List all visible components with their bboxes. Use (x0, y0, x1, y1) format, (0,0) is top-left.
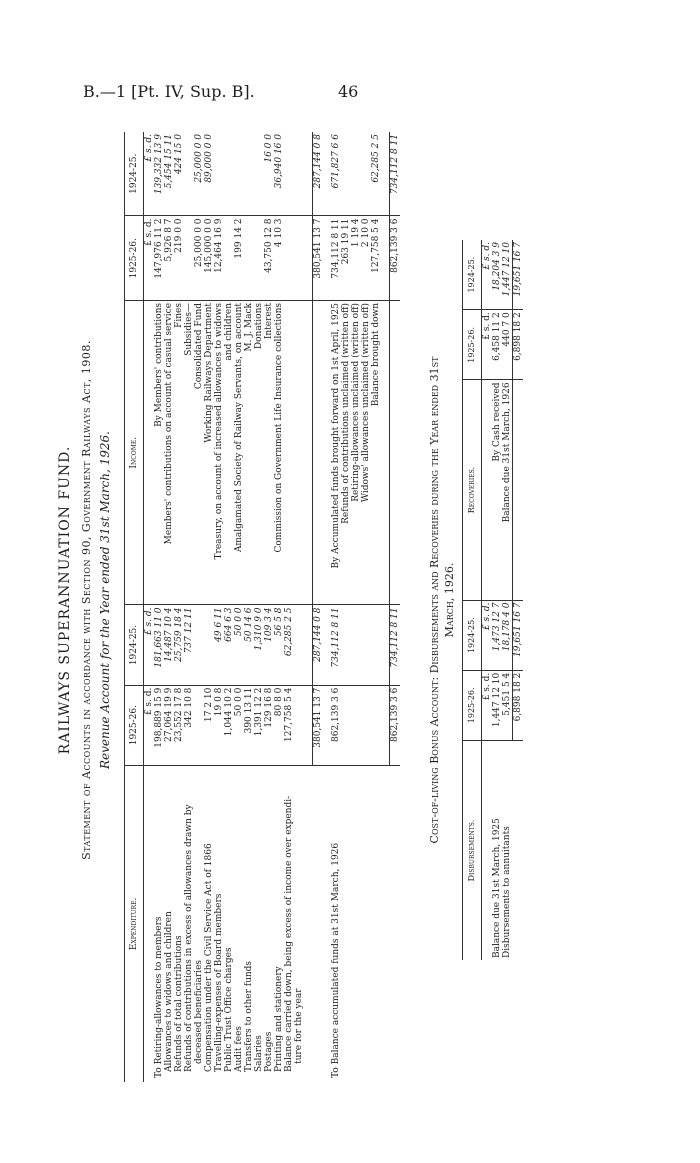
income-item-y1 (254, 216, 264, 301)
income-item-label: M. J. Mack (244, 300, 254, 605)
income-item-y2 (244, 132, 254, 216)
expenditure-item-y1: 198,889 15 9 (154, 685, 164, 765)
expenditure-item-y1: 23,552 17 8 (174, 685, 184, 765)
expenditure-item-label: Audit fees (234, 1025, 244, 1072)
expenditure-item-label: Salaries (254, 1035, 264, 1072)
income-item-y1: 5,926 8 7 (164, 216, 174, 301)
balance-row (361, 132, 371, 1082)
income-item-label: Working Railways Department (204, 300, 214, 605)
expenditure-item-y2: 14,487 10 4 (164, 605, 174, 685)
page-number: 46 (338, 82, 359, 101)
income-balance-y2: 671,827 6 6 (331, 132, 341, 216)
expenditure-item-y2: 1,310 9 0 (254, 605, 264, 685)
bonus-units-row (482, 240, 493, 960)
expenditure-item-label: Compensation under the Civil Service Act of 1866 (204, 843, 214, 1072)
expenditure-item-label: ture for the year (294, 988, 304, 1064)
income-item-y2 (224, 132, 234, 216)
units-exp-y2: £ s. d. (144, 605, 155, 685)
bonus-account-table (462, 240, 523, 960)
expenditure-item-y1: 342 10 8 (184, 685, 194, 765)
expenditure-item-y1: 80 8 0 (274, 685, 284, 765)
income-item-label: Donations (254, 300, 264, 605)
expenditure-item-y1: 27,064 19 9 (164, 685, 174, 765)
balance-row (331, 132, 341, 1082)
expenditure-item-label: Printing and stationery (274, 966, 284, 1072)
bonus-row (502, 240, 513, 960)
expenditure-item-y2: 181,663 11 0 (154, 605, 164, 685)
income-item-y1: 199 14 2 (234, 216, 244, 301)
table-row (284, 132, 294, 1082)
expenditure-grand-y1: 862,139 3 6 (390, 685, 401, 765)
income-balance-label: Retiring-allowances unclaimed (written off) (351, 300, 361, 605)
table-row (194, 132, 204, 1082)
expenditure-balance-label: To Balance accumulated funds at 31st March, 1926 (331, 842, 341, 1078)
expenditure-item-y1: 19 0 8 (214, 685, 224, 765)
income-balance-y1: 1 19 4 (351, 216, 361, 301)
expenditure-item-y2: 56 5 8 (274, 605, 284, 685)
bonus-disb-total-y2: 19,651 16 7 (513, 600, 524, 670)
bonus-rec-total-y2: 19,651 16 7 (513, 240, 524, 310)
col-exp-y2: 1924-25. (125, 605, 144, 685)
expenditure-balance-y1: 862,139 3 6 (331, 685, 341, 765)
income-item-y2: 5,454 15 11 (164, 132, 174, 216)
income-subtotal-y2: 287,144 0 8 (313, 132, 324, 216)
expenditure-item-label: Transfers to other funds (244, 960, 254, 1072)
bonus-col-rec-y1: 1925-26. (463, 310, 482, 380)
expenditure-item-y1: 17 2 10 (204, 685, 214, 765)
income-item-y1: 219 0 0 (174, 216, 184, 301)
expenditure-item-y1: 1,044 10 2 (224, 685, 234, 765)
expenditure-item-y1: 127,758 5 4 (284, 685, 294, 765)
bonus-units-disb-y2: £ s. d. (482, 600, 493, 670)
table-row (164, 132, 174, 1082)
grand-total-row (390, 132, 401, 1082)
balance-row (371, 132, 381, 1082)
bonus-row (492, 240, 502, 960)
expenditure-item-y2: 49 6 11 (214, 605, 224, 685)
bonus-recovery-label: Balance due 31st March, 1926 (502, 380, 513, 600)
expenditure-item-label: Refunds of contributions in excess of allowances drawn by (184, 804, 194, 1072)
units-row (144, 132, 155, 1082)
income-balance-y1: 2 10 0 (361, 216, 371, 301)
table-row (264, 132, 274, 1082)
bonus-account-date: March, 1926. (443, 562, 456, 638)
income-item-label: Members' contributions on account of casual service (164, 300, 174, 605)
revenue-account-title: Revenue Account for the Year ended 31st March, 1926. (98, 431, 112, 769)
bonus-col-rec-y2: 1924-25. (463, 240, 482, 310)
income-item-y1: 12,464 16 9 (214, 216, 224, 301)
income-item-y1 (224, 216, 234, 301)
income-item-y1: 25,000 0 0 (194, 216, 204, 301)
income-item-y1: 145,000 0 0 (204, 216, 214, 301)
expenditure-item-y2 (194, 605, 204, 685)
expenditure-subtotal-y2: 287,144 0 8 (313, 605, 324, 685)
table-row (174, 132, 184, 1082)
expenditure-item-label: Allowances to widows and children (164, 911, 174, 1072)
expenditure-item-y2 (294, 605, 304, 685)
bonus-disbursement-y1: 1,447 12 10 (492, 670, 502, 740)
income-item-y1: 4 10 3 (274, 216, 284, 301)
income-item-y1 (184, 216, 194, 301)
income-item-y2: 36,940 16 0 (274, 132, 284, 216)
expenditure-grand-y2: 734,112 8 11 (390, 605, 401, 685)
expenditure-item-label: To Retiring-allowances to members (154, 916, 164, 1078)
spacer-row (323, 132, 331, 1082)
income-item-label: Treasury, on account of increased allowances to widows (214, 300, 224, 605)
bonus-col-disb-y1: 1925-26. (463, 670, 482, 740)
col-expenditure: Expenditure. (125, 765, 144, 1082)
expenditure-item-label: Travelling-expenses of Board members (214, 893, 224, 1072)
units-exp-y1: £ s. d. (144, 685, 155, 765)
expenditure-item-y1: 50 0 0 (234, 685, 244, 765)
document-subtitle: Statement of Accounts in accordance with Section 90, Government Railways Act, 1908. (80, 340, 93, 860)
expenditure-item-y2: 737 12 11 (184, 605, 194, 685)
table-row (184, 132, 194, 1082)
income-item-label: Fines (174, 300, 184, 605)
units-inc-y2: £ s. d. (144, 132, 155, 216)
bonus-header-row (463, 240, 482, 960)
income-item-y2 (234, 132, 244, 216)
col-inc-y2: 1924-25. (125, 132, 144, 216)
income-item-y1: 147,976 11 2 (154, 216, 164, 301)
income-item-label: Amalgamated Society of Railway Servants, on account (234, 300, 244, 605)
rotated-statement (57, 100, 640, 1100)
income-item-y1: 43,750 12 8 (264, 216, 274, 301)
bonus-total-row (513, 240, 524, 960)
bonus-disb-total-y1: 6,898 18 2 (513, 670, 524, 740)
bonus-col-recoveries: Recoveries. (463, 380, 482, 600)
income-balance-label: Widows' allowances unclaimed (written off) (361, 300, 371, 605)
income-balance-y1: 127,758 5 4 (371, 216, 381, 301)
income-item-y2 (214, 132, 224, 216)
income-balance-y1: 263 19 11 (341, 216, 351, 301)
income-balance-label: Refunds of contributions unclaimed (written off) (341, 300, 351, 605)
subtotal-row (313, 132, 324, 1082)
income-balance-y1: 734,112 8 11 (331, 216, 341, 301)
expenditure-item-label: deceased beneficiaries (194, 959, 204, 1064)
income-subtotal-y1: 380,541 13 7 (313, 216, 324, 301)
bonus-col-disb-y2: 1924-25. (463, 600, 482, 670)
table-row (234, 132, 244, 1082)
expenditure-item-label: Balance carried down, being excess of income over expendi- (284, 795, 294, 1072)
expenditure-item-y1 (194, 685, 204, 765)
expenditure-item-label: Public Trust Office charges (224, 947, 234, 1072)
units-inc-y1: £ s. d. (144, 216, 155, 301)
income-balance-y2 (361, 132, 371, 216)
bonus-account-title: Cost-of-living Bonus Account: Disbursements and Recoveries during the Year ended 31st (428, 356, 441, 844)
expenditure-item-y2: 50 0 0 (234, 605, 244, 685)
expenditure-item-y2: 50 14 6 (244, 605, 254, 685)
income-balance-y2 (341, 132, 351, 216)
expenditure-item-label: Postages (264, 1031, 274, 1072)
col-income: Income. (125, 300, 144, 605)
page-header-reference: B.—1 [Pt. IV, Sup. B]. (83, 82, 255, 101)
income-balance-label: By Accumulated funds brought forward on 1st April, 1925 (331, 300, 341, 605)
bonus-disbursement-y2: 18,178 4 0 (502, 600, 513, 670)
income-balance-y2: 62,285 2 5 (371, 132, 381, 216)
expenditure-item-y1 (294, 685, 304, 765)
income-item-y2: 89,000 0 0 (204, 132, 214, 216)
bonus-recovery-y2: 1,447 12 10 (502, 240, 513, 310)
income-item-y2: 25,000 0 0 (194, 132, 204, 216)
expenditure-subtotal-y1: 380,541 13 7 (313, 685, 324, 765)
col-exp-y1: 1925-26. (125, 685, 144, 765)
income-item-y2 (254, 132, 264, 216)
income-item-y2: 16 0 0 (264, 132, 274, 216)
bonus-disbursement-y2: 1,473 12 7 (492, 600, 502, 670)
bonus-recovery-y2: 18,204 3 9 (492, 240, 502, 310)
table-row (274, 132, 284, 1082)
table-row (154, 132, 164, 1082)
income-item-label: Consolidated Fund (194, 300, 204, 605)
expenditure-balance-y2: 734,112 8 11 (331, 605, 341, 685)
table-row (294, 132, 304, 1082)
income-item-y1 (244, 216, 254, 301)
expenditure-item-y2: 109 3 4 (264, 605, 274, 685)
bonus-units-rec-y1: £ s. d. (482, 310, 493, 380)
spacer-row (304, 132, 313, 1082)
table-header-row (125, 132, 144, 1082)
revenue-account-table (124, 132, 400, 1082)
bonus-recovery-y1: 6,458 11 2 (492, 310, 502, 380)
income-item-label: By Members' contributions (154, 300, 164, 605)
expenditure-item-y1: 1,391 12 2 (254, 685, 264, 765)
bonus-recovery-label: By Cash received (492, 380, 502, 600)
bonus-recovery-y1: 440 7 0 (502, 310, 513, 380)
income-item-label: and children (224, 300, 234, 605)
bonus-disbursement-label: Disbursements to annuitants (502, 826, 512, 958)
income-balance-label: Balance brought down (371, 300, 381, 605)
document-title: RAILWAYS SUPERANNUATION FUND. (57, 445, 73, 755)
income-item-y2 (184, 132, 194, 216)
table-row (254, 132, 264, 1082)
income-item-label: Interest (264, 300, 274, 605)
balance-row (341, 132, 351, 1082)
income-item-label: Commission on Government Life Insurance collections (274, 300, 284, 605)
table-row (244, 132, 254, 1082)
expenditure-item-y1: 390 13 11 (244, 685, 254, 765)
income-grand-y1: 862,139 3 6 (390, 216, 401, 301)
table-row (214, 132, 224, 1082)
expenditure-item-y2: 25,759 18 4 (174, 605, 184, 685)
bonus-rec-total-y1: 6,898 18 2 (513, 310, 524, 380)
bonus-disbursement-y1: 5,451 5 4 (502, 670, 513, 740)
bonus-col-disbursements: Disbursements. (463, 740, 482, 960)
income-balance-y2 (351, 132, 361, 216)
income-item-y2: 424 15 0 (174, 132, 184, 216)
spacer-row (381, 132, 390, 1082)
table-row (224, 132, 234, 1082)
expenditure-item-label: Refunds of total contributions (174, 935, 184, 1072)
income-item-y2: 139,332 13 9 (154, 132, 164, 216)
table-row (204, 132, 214, 1082)
income-item-label: Subsidies— (184, 300, 194, 605)
bonus-units-rec-y2: £ s. d. (482, 240, 493, 310)
col-inc-y1: 1925-26. (125, 216, 144, 301)
expenditure-item-y2 (204, 605, 214, 685)
balance-row (351, 132, 361, 1082)
expenditure-item-y2: 664 6 3 (224, 605, 234, 685)
bonus-disbursement-label: Balance due 31st March, 1925 (492, 818, 502, 958)
income-grand-y2: 734,112 8 11 (390, 132, 401, 216)
bonus-units-disb-y1: £ s. d. (482, 670, 493, 740)
expenditure-item-y1: 129 16 8 (264, 685, 274, 765)
expenditure-item-y2: 62,285 2 5 (284, 605, 294, 685)
